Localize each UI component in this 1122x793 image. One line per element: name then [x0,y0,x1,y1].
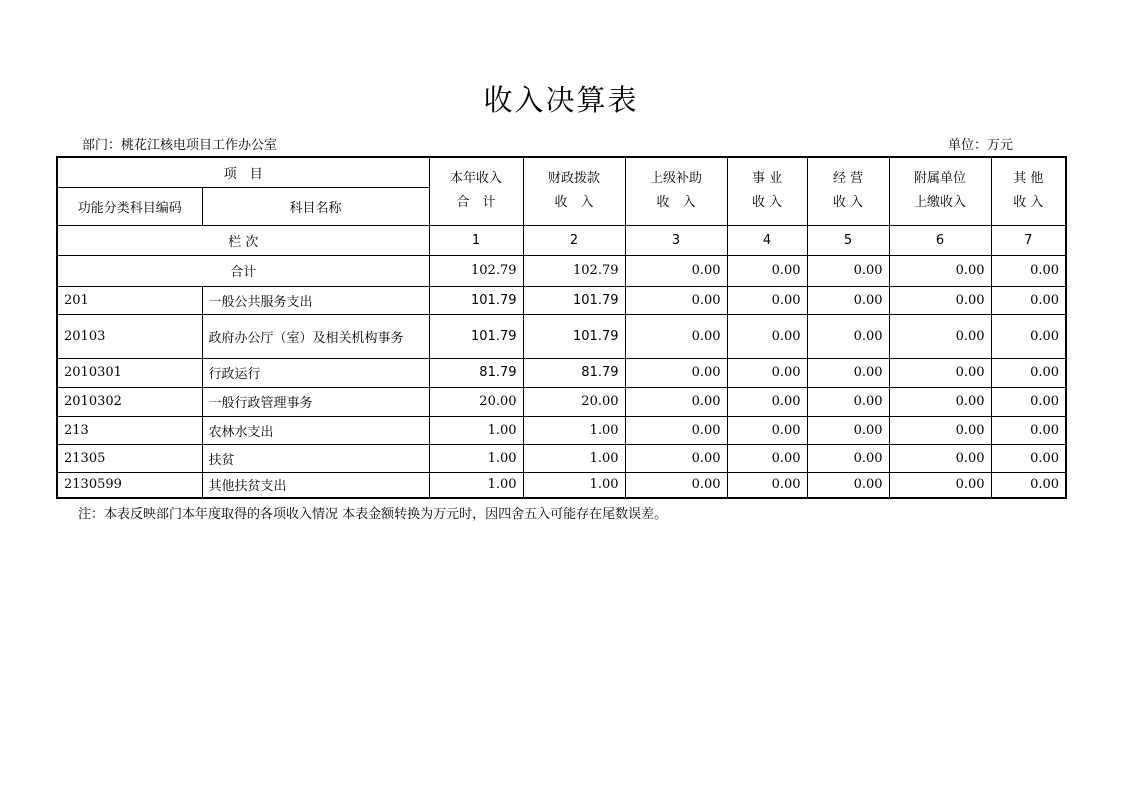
header-col2-line1: 财政拨款 [548,171,601,187]
unit-label: 单位：万元 [948,138,1014,153]
row-value: 0.00 [991,314,1066,358]
row-name: 其他扶贫支出 [202,472,429,498]
row-value: 20.00 [523,387,625,416]
table-row [57,314,1066,358]
column-index-4: 4 [727,225,807,255]
row-value: 0.00 [889,444,991,472]
header-col4 [727,157,807,225]
row-value: 0.00 [625,444,727,472]
row-value: 0.00 [889,472,991,498]
header-code: 功能分类科目编码 [57,187,202,225]
header-col5-line2: 收 入 [832,195,864,211]
row-value: 0.00 [991,358,1066,387]
column-index-label: 栏 次 [57,225,429,255]
row-value: 0.00 [727,472,807,498]
row-name: 农林水支出 [202,416,429,444]
row-value: 101.79 [429,286,523,314]
row-code: 213 [57,416,202,444]
header-col7 [991,157,1066,225]
column-index-2: 2 [523,225,625,255]
row-value: 0.00 [991,472,1066,498]
row-value: 0.00 [727,416,807,444]
row-value: 0.00 [991,286,1066,314]
row-value: 0.00 [807,314,889,358]
total-value: 0.00 [727,255,807,286]
row-value: 101.79 [523,314,625,358]
header-col6 [889,157,991,225]
column-index-row [57,225,1066,255]
header-col5 [807,157,889,225]
row-code: 2010302 [57,387,202,416]
header-col1 [429,157,523,225]
header-name: 科目名称 [202,187,429,225]
row-value: 0.00 [807,358,889,387]
table-row [57,472,1066,498]
row-name: 行政运行 [202,358,429,387]
header-col6-line2: 上缴收入 [914,195,967,211]
row-value: 81.79 [429,358,523,387]
report-title: 收入决算表 [483,83,639,117]
row-value: 0.00 [625,358,727,387]
row-name: 一般公共服务支出 [202,286,429,314]
row-value: 0.00 [889,358,991,387]
header-col4-line1: 事 业 [751,171,783,187]
column-index-5: 5 [807,225,889,255]
header-col2 [523,157,625,225]
row-value: 0.00 [727,387,807,416]
row-value: 0.00 [727,286,807,314]
total-value: 102.79 [523,255,625,286]
row-value: 1.00 [523,472,625,498]
table-row [57,444,1066,472]
header-col1-line1: 本年收入 [450,171,503,187]
row-value: 0.00 [625,416,727,444]
header-col3 [625,157,727,225]
header-row-1 [57,157,1066,187]
column-index-6: 6 [889,225,991,255]
row-value: 20.00 [429,387,523,416]
column-index-7: 7 [991,225,1066,255]
row-value: 0.00 [807,286,889,314]
header-col7-line2: 收 入 [1013,195,1044,211]
row-value: 0.00 [889,314,991,358]
header-col3-line1: 上级补助 [650,171,703,187]
row-value: 0.00 [807,444,889,472]
row-value: 0.00 [889,286,991,314]
header-col2-line2: 收 入 [554,195,594,211]
row-value: 0.00 [727,358,807,387]
total-value: 0.00 [807,255,889,286]
total-label: 合计 [57,255,429,286]
row-value: 101.79 [429,314,523,358]
row-value: 1.00 [523,444,625,472]
table-row [57,358,1066,387]
row-name: 扶贫 [202,444,429,472]
row-value: 1.00 [523,416,625,444]
header-col3-line2: 收 入 [656,195,696,211]
total-value: 0.00 [625,255,727,286]
row-value: 81.79 [523,358,625,387]
row-code: 2130599 [57,472,202,498]
total-value: 0.00 [991,255,1066,286]
row-value: 0.00 [727,444,807,472]
row-value: 0.00 [807,416,889,444]
header-col7-line1: 其 他 [1013,171,1044,187]
footnote: 注：本表反映部门本年度取得的各项收入情况 本表金额转换为万元时，因四舍五入可能存在尾数误差。 [78,507,668,522]
row-value: 0.00 [625,387,727,416]
header-col6-line1: 附属单位 [914,171,967,187]
row-value: 0.00 [625,286,727,314]
header-col5-line1: 经 营 [832,171,864,187]
income-table [56,156,1067,499]
row-value: 0.00 [625,314,727,358]
row-value: 0.00 [807,387,889,416]
header-col1-line2: 合 计 [456,195,496,211]
header-col4-line2: 收 入 [751,195,783,211]
row-value: 0.00 [625,472,727,498]
row-value: 0.00 [991,387,1066,416]
row-value: 1.00 [429,444,523,472]
row-value: 0.00 [889,416,991,444]
row-code: 21305 [57,444,202,472]
row-name: 一般行政管理事务 [202,387,429,416]
row-value: 0.00 [727,314,807,358]
row-value: 101.79 [523,286,625,314]
row-value: 1.00 [429,416,523,444]
total-value: 102.79 [429,255,523,286]
row-code: 201 [57,286,202,314]
row-value: 0.00 [991,416,1066,444]
total-value: 0.00 [889,255,991,286]
header-item: 项 目 [57,157,429,187]
table-row [57,387,1066,416]
table-row [57,286,1066,314]
column-index-1: 1 [429,225,523,255]
row-code: 2010301 [57,358,202,387]
total-row [57,255,1066,286]
row-value: 0.00 [807,472,889,498]
department-label: 部门：桃花江核电项目工作办公室 [82,138,278,153]
column-index-3: 3 [625,225,727,255]
row-value: 1.00 [429,472,523,498]
row-name: 政府办公厅（室）及相关机构事务 [202,314,429,358]
row-value: 0.00 [889,387,991,416]
table-row [57,416,1066,444]
row-value: 0.00 [991,444,1066,472]
row-code: 20103 [57,314,202,358]
